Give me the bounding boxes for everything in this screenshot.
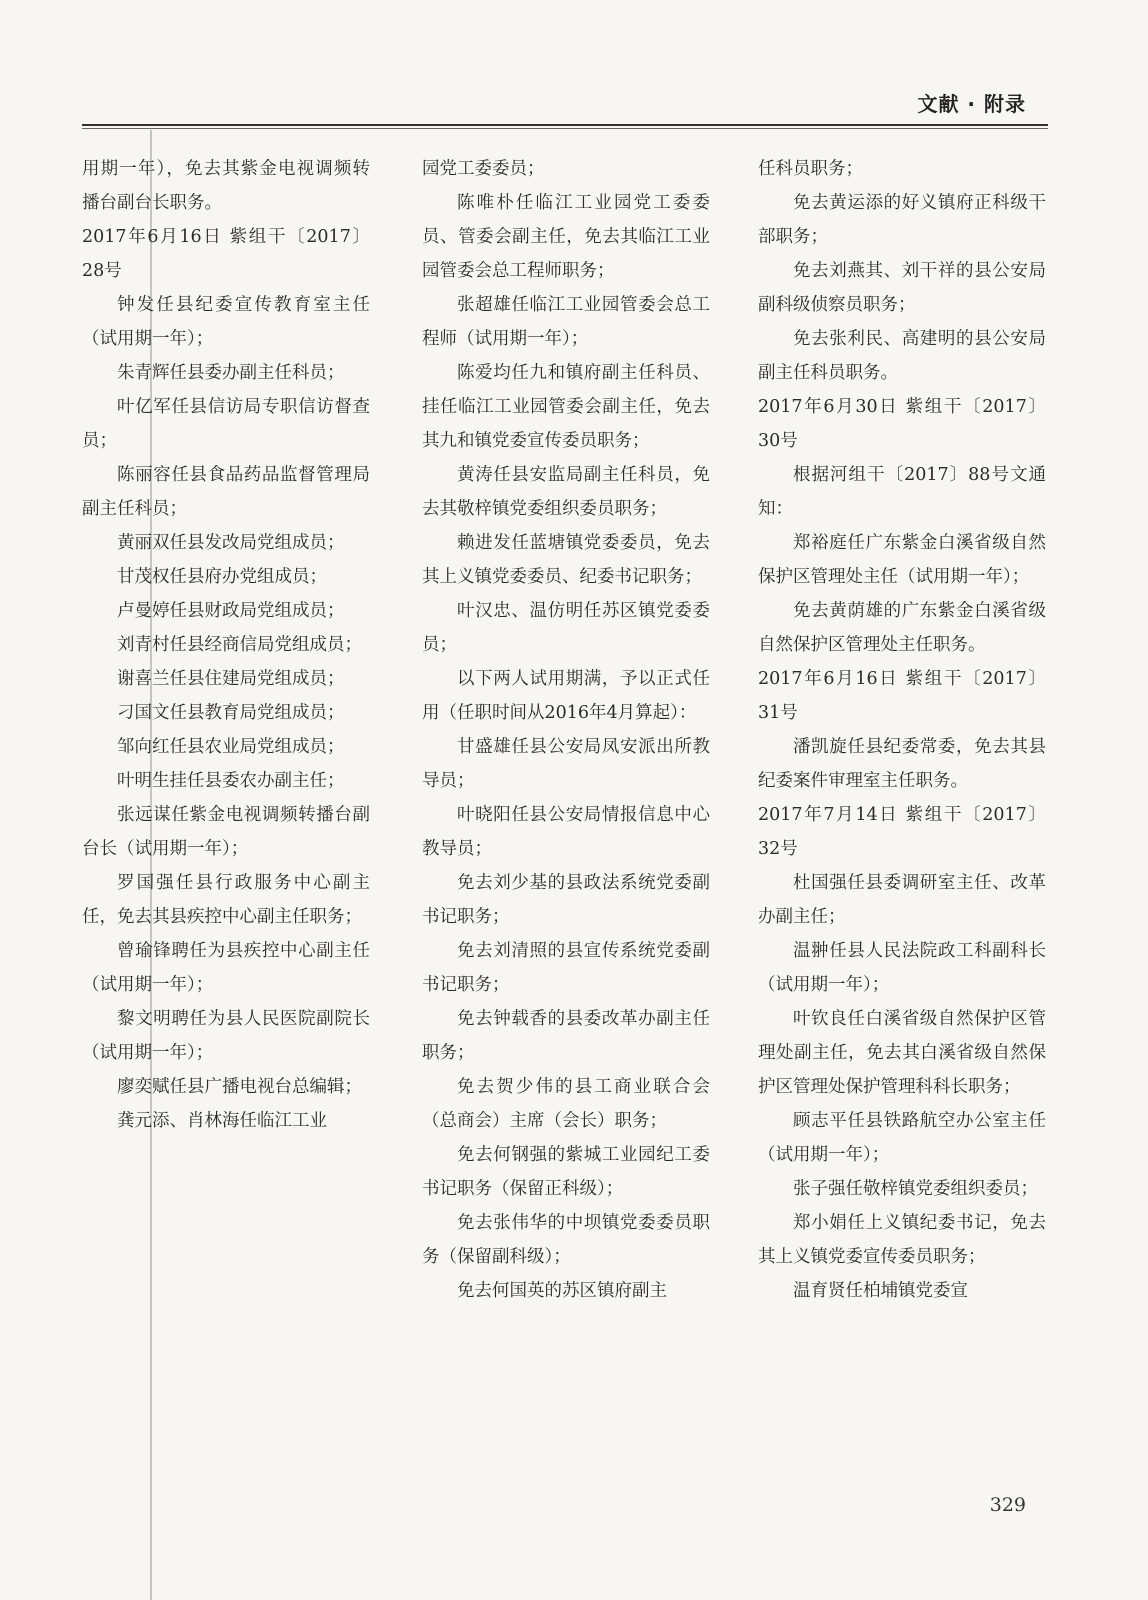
paragraph: 免去刘少基的县政法系统党委副书记职务； xyxy=(422,873,710,927)
paragraph: 免去黄荫雄的广东紫金白溪省级自然保护区管理处主任职务。 xyxy=(758,601,1046,655)
paragraph: 廖奕赋任县广播电视台总编辑； xyxy=(117,1077,362,1097)
paragraph: 免去刘燕其、刘干祥的县公安局副科级侦察员职务； xyxy=(758,261,1046,315)
paragraph: 陈唯朴任临江工业园党工委委员、管委会副主任，免去其临江工业园管委会总工程师职务； xyxy=(422,193,710,281)
paragraph: 用期一年），免去其紫金电视调频转播台副台长职务。 xyxy=(82,159,370,213)
text-column-1 xyxy=(82,152,370,1138)
paragraph: 张远谋任紫金电视调频转播台副台长（试用期一年）； xyxy=(82,805,370,859)
paragraph: 邹向红任县农业局党组成员； xyxy=(117,737,345,757)
paragraph: 曾瑜锋聘任为县疾控中心副主任（试用期一年）； xyxy=(82,941,370,995)
paragraph: 钟发任县纪委宣传教育室主任（试用期一年）； xyxy=(82,295,370,349)
paragraph: 温翀任县人民法院政工科副科长（试用期一年）； xyxy=(758,941,1046,995)
paragraph: 张子强任敬梓镇党委组织委员； xyxy=(793,1179,1038,1199)
paragraph: 黎文明聘任为县人民医院副院长（试用期一年）； xyxy=(82,1009,370,1063)
paragraph: 免去张利民、高建明的县公安局副主任科员职务。 xyxy=(758,329,1046,383)
paragraph: 2017年6月16日 紫组干〔2017〕28号 xyxy=(82,227,370,281)
paragraph: 根据河组干〔2017〕88号文通知： xyxy=(758,465,1046,519)
paragraph: 免去刘清照的县宣传系统党委副书记职务； xyxy=(422,941,710,995)
header-rule xyxy=(82,124,1048,126)
paragraph: 免去何国英的苏区镇府副主 xyxy=(457,1281,667,1301)
paragraph: 免去张伟华的中坝镇党委委员职务（保留副科级）； xyxy=(422,1213,710,1267)
paragraph: 卢曼婷任县财政局党组成员； xyxy=(117,601,345,621)
paragraph: 潘凯旋任县纪委常委，免去其县纪委案件审理室主任职务。 xyxy=(758,737,1046,791)
paragraph: 罗国强任县行政服务中心副主任，免去其县疾控中心副主任职务； xyxy=(82,873,370,927)
paragraph: 赖进发任蓝塘镇党委委员，免去其上义镇党委委员、纪委书记职务； xyxy=(422,533,710,587)
paragraph: 陈丽容任县食品药品监督管理局副主任科员； xyxy=(82,465,370,519)
paragraph: 免去钟载香的县委改革办副主任职务； xyxy=(422,1009,710,1063)
header-rule-thin xyxy=(82,128,1048,129)
paragraph: 甘茂权任县府办党组成员； xyxy=(117,567,327,587)
paragraph: 杜国强任县委调研室主任、改革办副主任； xyxy=(758,873,1046,927)
paragraph: 龚元添、肖林海任临江工业 xyxy=(117,1111,327,1131)
paragraph: 叶钦良任白溪省级自然保护区管理处副主任，免去其白溪省级自然保护区管理处保护管理科科长职务； xyxy=(758,1009,1046,1097)
section-header: 文献 · 附录 xyxy=(917,92,1026,116)
text-column-2 xyxy=(422,152,710,1308)
paragraph: 黄涛任县安监局副主任科员，免去其敬梓镇党委组织委员职务； xyxy=(422,465,710,519)
paragraph: 顾志平任县铁路航空办公室主任（试用期一年）； xyxy=(758,1111,1046,1165)
paragraph: 叶晓阳任县公安局情报信息中心教导员； xyxy=(422,805,710,859)
paragraph: 2017年6月30日 紫组干〔2017〕30号 xyxy=(758,397,1046,451)
paragraph: 任科员职务； xyxy=(758,159,863,179)
paragraph: 谢喜兰任县住建局党组成员； xyxy=(117,669,345,689)
paragraph: 园党工委委员； xyxy=(422,159,545,179)
paragraph: 黄丽双任县发改局党组成员； xyxy=(117,533,345,553)
paragraph: 免去贺少伟的县工商业联合会（总商会）主席（会长）职务； xyxy=(422,1077,710,1131)
paragraph: 刁国文任县教育局党组成员； xyxy=(117,703,345,723)
paragraph: 温育贤任柏埔镇党委宣 xyxy=(793,1281,968,1301)
paragraph: 张超雄任临江工业园管委会总工程师（试用期一年）； xyxy=(422,295,710,349)
paragraph: 2017年6月16日 紫组干〔2017〕31号 xyxy=(758,669,1046,723)
paragraph: 刘青村任县经商信局党组成员； xyxy=(117,635,362,655)
paragraph: 免去黄运添的好义镇府正科级干部职务； xyxy=(758,193,1046,247)
paragraph: 郑裕庭任广东紫金白溪省级自然保护区管理处主任（试用期一年）； xyxy=(758,533,1046,587)
paragraph: 甘盛雄任县公安局凤安派出所教导员； xyxy=(422,737,710,791)
paragraph: 朱青辉任县委办副主任科员； xyxy=(117,363,345,383)
paragraph: 叶汉忠、温仿明任苏区镇党委委员； xyxy=(422,601,710,655)
paragraph: 以下两人试用期满，予以正式任用（任职时间从2016年4月算起）： xyxy=(422,669,710,723)
paragraph: 叶亿军任县信访局专职信访督查员； xyxy=(82,397,370,451)
paragraph: 叶明生挂任县委农办副主任； xyxy=(117,771,345,791)
paragraph: 郑小娟任上义镇纪委书记，免去其上义镇党委宣传委员职务； xyxy=(758,1213,1046,1267)
paragraph: 免去何钢强的紫城工业园纪工委书记职务（保留正科级）； xyxy=(422,1145,710,1199)
page-number: 329 xyxy=(989,1494,1026,1516)
paragraph: 2017年7月14日 紫组干〔2017〕32号 xyxy=(758,805,1046,859)
paragraph: 陈爱均任九和镇府副主任科员、挂任临江工业园管委会副主任，免去其九和镇党委宣传委员职务； xyxy=(422,363,710,451)
text-column-3 xyxy=(758,152,1046,1308)
